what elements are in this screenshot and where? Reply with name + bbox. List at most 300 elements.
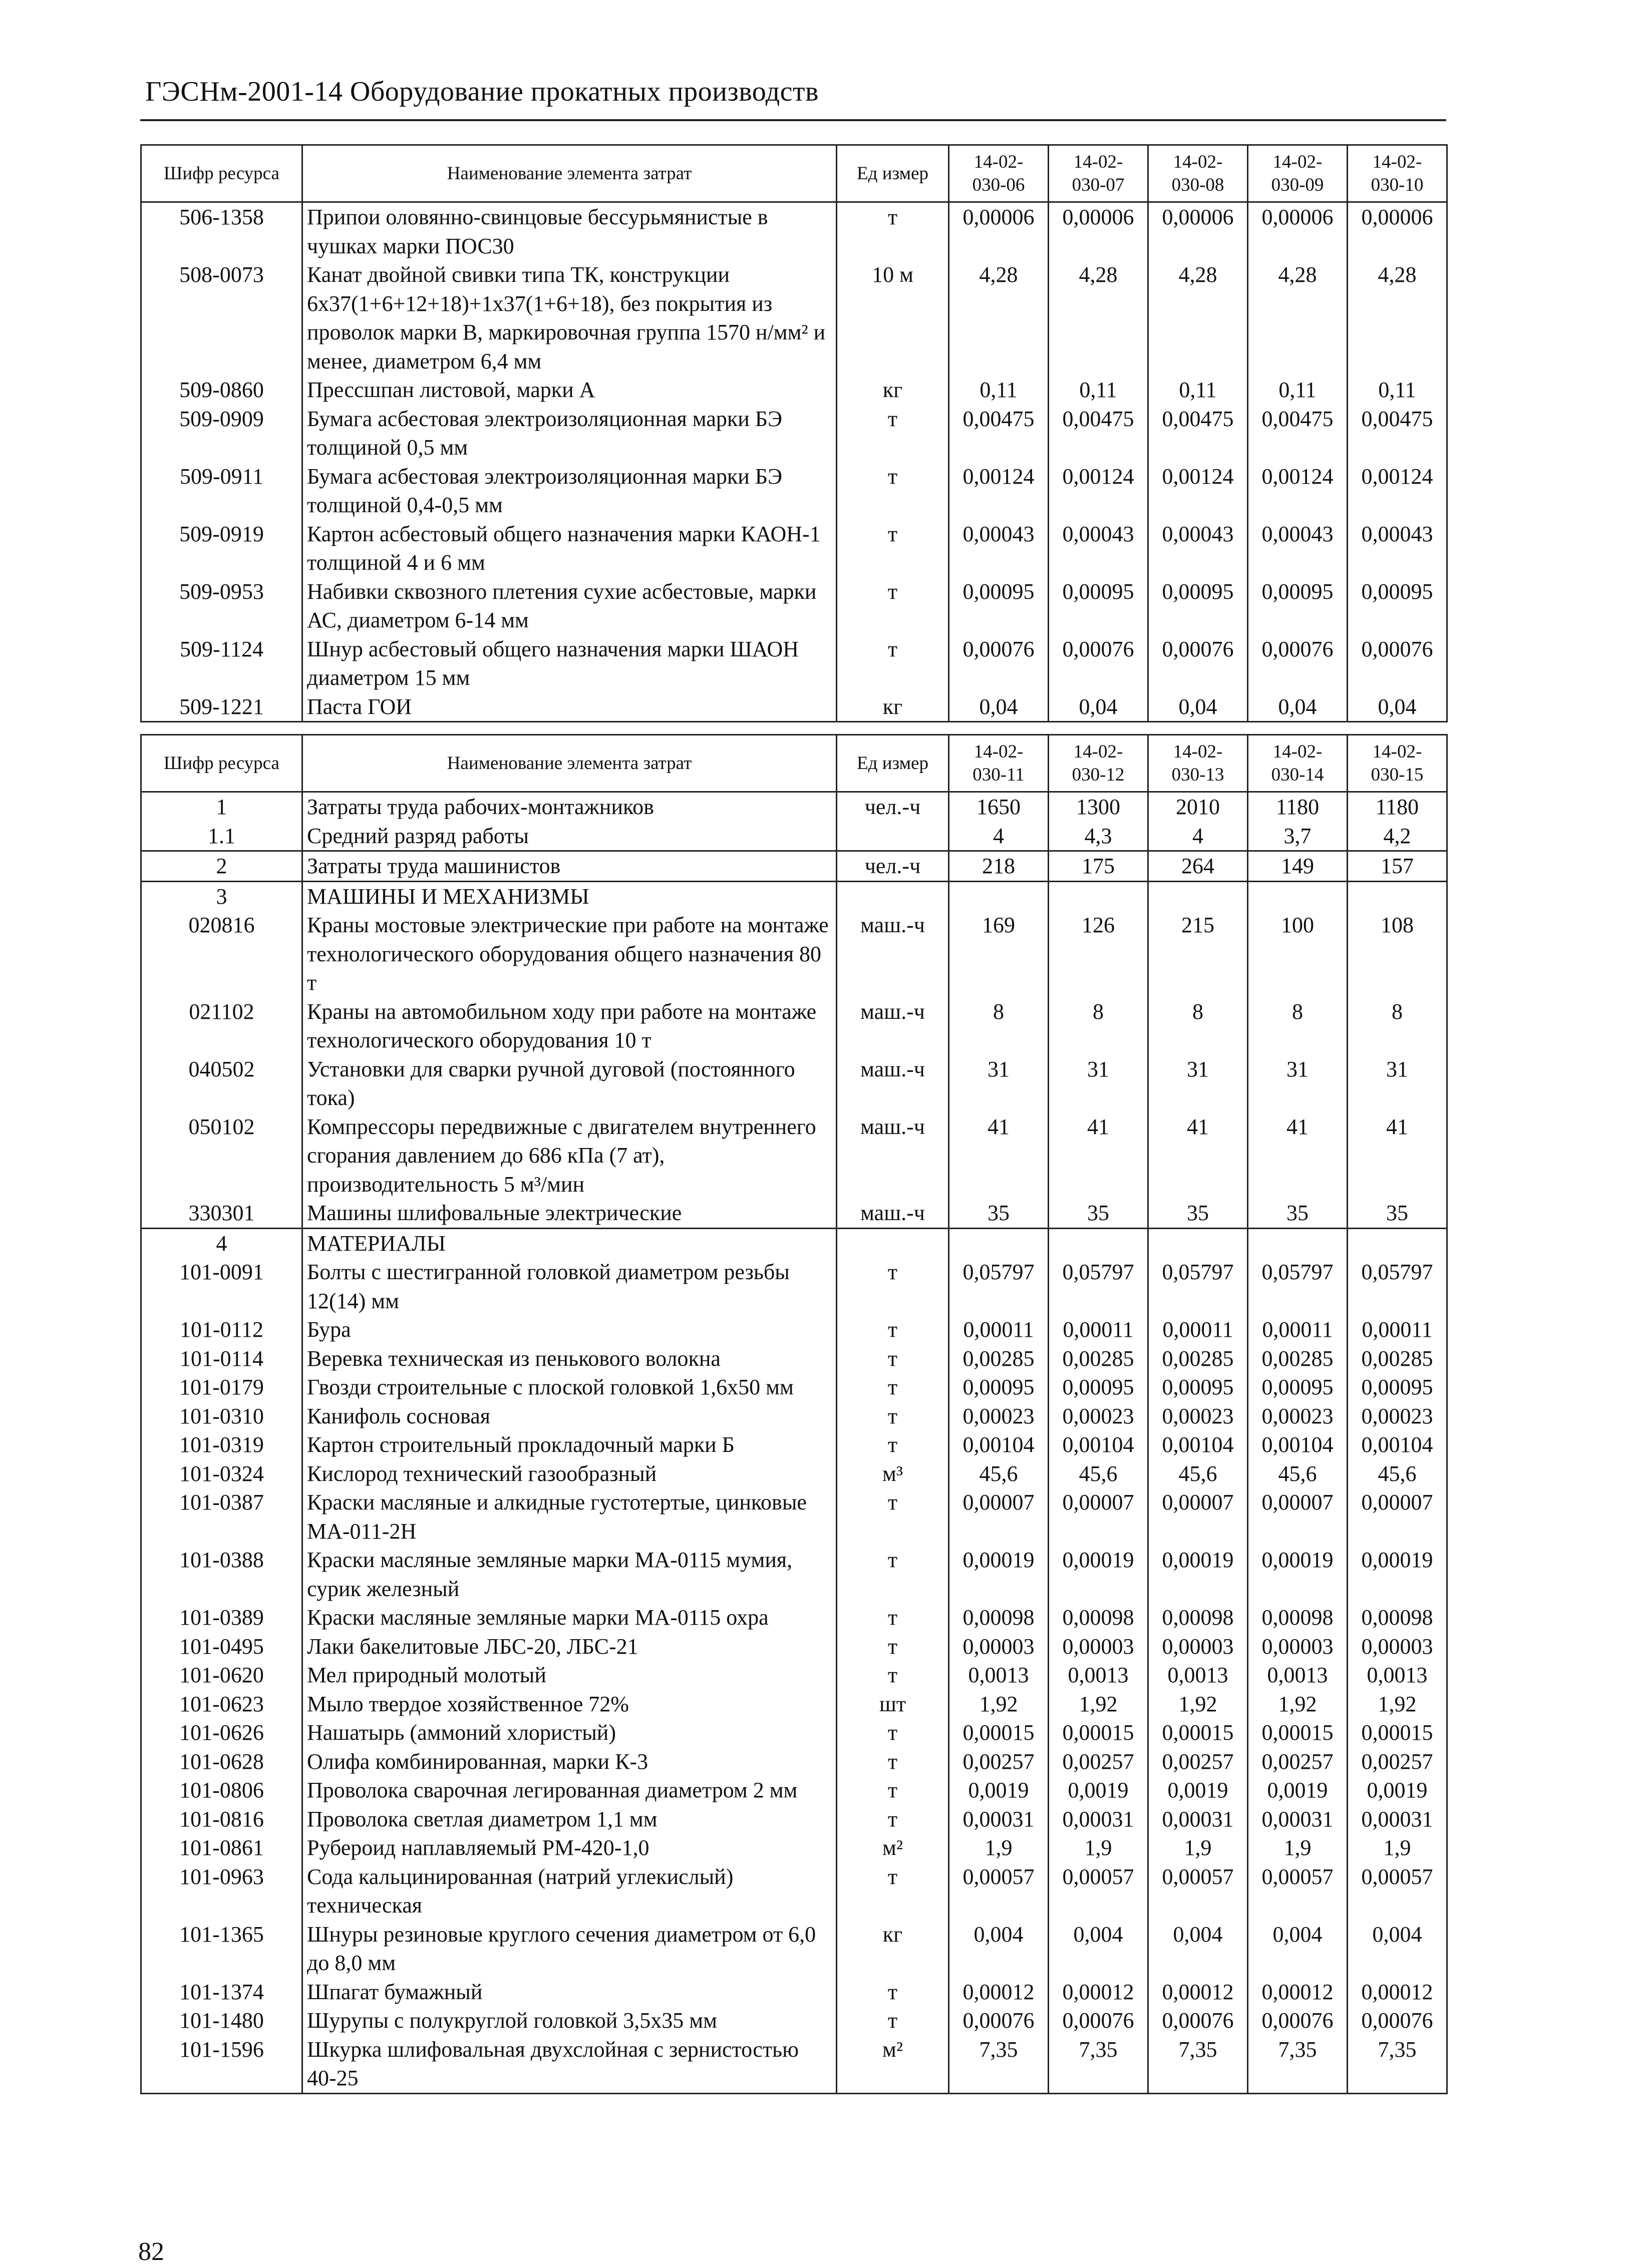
resource-code: 509-0919 xyxy=(141,520,302,577)
table-row xyxy=(141,1055,1447,1112)
resource-code: 101-1480 xyxy=(141,2006,302,2035)
norm-value: 0,00011 xyxy=(1348,1315,1447,1344)
norm-value: 0,00003 xyxy=(1348,1632,1447,1661)
norm-value: 0,00003 xyxy=(1248,1632,1348,1661)
table-row xyxy=(141,1747,1447,1776)
norm-value: 0,00098 xyxy=(1148,1603,1248,1632)
col-header-code: Шифр ресурса xyxy=(141,735,302,792)
norm-value: 264 xyxy=(1148,851,1248,882)
resource-name: Гвозди строительные с плоской головкой 1,6х50 мм xyxy=(302,1373,837,1402)
norm-value: 0,00043 xyxy=(1248,520,1348,577)
col-header-norm: 14-02- 030-10 xyxy=(1348,145,1447,202)
norm-value: 0,00007 xyxy=(1148,1488,1248,1546)
norm-value: 0,00076 xyxy=(1348,2006,1447,2035)
norm-value: 0,05797 xyxy=(1248,1258,1348,1315)
resource-name: Набивки сквозного плетения сухие асбестовые, марки АС, диаметром 6-14 мм xyxy=(302,577,837,635)
norm-value: 0,00095 xyxy=(1049,1373,1148,1402)
norm-value: 0,00019 xyxy=(1148,1546,1248,1603)
norm-value: 0,00057 xyxy=(1049,1862,1148,1920)
norm-value: 0,04 xyxy=(1148,692,1248,722)
norm-value: 4 xyxy=(949,822,1049,851)
norm-value: 0,00043 xyxy=(1049,520,1148,577)
resource-code: 101-0495 xyxy=(141,1632,302,1661)
norm-value: 0,00076 xyxy=(949,2006,1049,2035)
norm-value: 0,00285 xyxy=(1148,1344,1248,1373)
unit-cell xyxy=(837,822,949,851)
unit-cell: чел.-ч xyxy=(837,851,949,882)
unit-cell: маш.-ч xyxy=(837,1199,949,1228)
resource-name: Краны мостовые электрические при работе на монтаже технологического оборудования общего назначения 80 т xyxy=(302,911,837,997)
resource-name: Прессшпан листовой, марки А xyxy=(302,375,837,405)
resource-code: 101-0388 xyxy=(141,1546,302,1603)
page-header: ГЭСНм-2001-14 Оборудование прокатных производств xyxy=(145,76,819,107)
unit-cell: т xyxy=(837,1315,949,1344)
col-header-norm: 14-02- 030-15 xyxy=(1348,735,1447,792)
table-row xyxy=(141,1805,1447,1834)
table-row xyxy=(141,792,1447,822)
table-row xyxy=(141,462,1447,520)
norm-value: 7,35 xyxy=(949,2035,1049,2094)
unit-cell: 10 м xyxy=(837,260,949,375)
resource-name: Затраты труда машинистов xyxy=(302,851,837,882)
resource-code: 101-0114 xyxy=(141,1344,302,1373)
resource-table-1 xyxy=(140,144,1448,722)
resource-code: 050102 xyxy=(141,1112,302,1199)
resource-name: Компрессоры передвижные с двигателем внутреннего сгорания давлением до 686 кПа (7 ат), производительность 5 м³/мин xyxy=(302,1112,837,1199)
resource-name: Паста ГОИ xyxy=(302,692,837,722)
unit-cell: т xyxy=(837,1862,949,1920)
norm-value: 4,2 xyxy=(1348,822,1447,851)
norm-value: 0,00012 xyxy=(1348,1978,1447,2007)
resource-name: Мел природный молотый xyxy=(302,1661,837,1690)
norm-value: 108 xyxy=(1348,911,1447,997)
unit-cell: м² xyxy=(837,1833,949,1862)
resource-code: 101-0620 xyxy=(141,1661,302,1690)
norm-value: 45,6 xyxy=(1049,1459,1148,1488)
norm-value: 41 xyxy=(949,1112,1049,1199)
norm-value: 45,6 xyxy=(1348,1459,1447,1488)
unit-cell: маш.-ч xyxy=(837,1055,949,1112)
unit-cell: т xyxy=(837,577,949,635)
norm-value: 1,92 xyxy=(1148,1690,1248,1719)
resource-name: Веревка техническая из пенькового волокна xyxy=(302,1344,837,1373)
resource-name: Проволока светлая диаметром 1,1 мм xyxy=(302,1805,837,1834)
resource-name: Шнуры резиновые круглого сечения диаметром от 6,0 до 8,0 мм xyxy=(302,1920,837,1978)
norm-value: 0,0019 xyxy=(1348,1776,1447,1805)
norm-value xyxy=(1248,881,1348,911)
norm-value: 1,9 xyxy=(1248,1833,1348,1862)
resource-code: 040502 xyxy=(141,1055,302,1112)
norm-value: 0,00006 xyxy=(949,202,1049,261)
unit-cell: т xyxy=(837,1603,949,1632)
norm-value xyxy=(1248,1228,1348,1258)
resource-name: Шнур асбестовый общего назначения марки ШАОН диаметром 15 мм xyxy=(302,635,837,692)
norm-value: 3,7 xyxy=(1248,822,1348,851)
table-row xyxy=(141,202,1447,261)
norm-value: 0,00012 xyxy=(949,1978,1049,2007)
table-row xyxy=(141,1862,1447,1920)
norm-value: 31 xyxy=(1148,1055,1248,1112)
norm-value: 0,00007 xyxy=(1348,1488,1447,1546)
resource-name: МАШИНЫ И МЕХАНИЗМЫ xyxy=(302,881,837,911)
norm-value: 0,00006 xyxy=(1148,202,1248,261)
norm-value: 0,00019 xyxy=(949,1546,1049,1603)
unit-cell: т xyxy=(837,1747,949,1776)
unit-cell: т xyxy=(837,1258,949,1315)
table-row xyxy=(141,692,1447,722)
resource-name: Шкурка шлифовальная двухслойная с зернистостью 40-25 xyxy=(302,2035,837,2094)
norm-value xyxy=(949,881,1049,911)
norm-value: 7,35 xyxy=(1049,2035,1148,2094)
table-row xyxy=(141,822,1447,851)
norm-value: 0,11 xyxy=(1049,375,1148,405)
norm-value: 0,00023 xyxy=(1049,1402,1148,1431)
resource-code: 509-0909 xyxy=(141,405,302,462)
norm-value: 4,28 xyxy=(1248,260,1348,375)
table-row xyxy=(141,520,1447,577)
norm-value: 0,00015 xyxy=(1348,1718,1447,1747)
norm-value: 4,28 xyxy=(1049,260,1148,375)
table-row xyxy=(141,851,1447,882)
unit-cell: т xyxy=(837,1402,949,1431)
norm-value: 0,04 xyxy=(1049,692,1148,722)
resource-code: 101-1365 xyxy=(141,1920,302,1978)
resource-code: 101-0816 xyxy=(141,1805,302,1834)
resource-code: 021102 xyxy=(141,997,302,1055)
norm-value: 1300 xyxy=(1049,792,1148,822)
resource-table-2 xyxy=(140,734,1448,2094)
table-row xyxy=(141,1315,1447,1344)
resource-name: Краны на автомобильном ходу при работе на монтаже технологического оборудования 10 т xyxy=(302,997,837,1055)
resource-code: 020816 xyxy=(141,911,302,997)
norm-value: 0,00023 xyxy=(1248,1402,1348,1431)
norm-value: 0,00095 xyxy=(1348,577,1447,635)
table-row xyxy=(141,1833,1447,1862)
col-header-unit: Ед измер xyxy=(837,145,949,202)
unit-cell: т xyxy=(837,1805,949,1834)
resource-name: Нашатырь (аммоний хлористый) xyxy=(302,1718,837,1747)
resource-code: 2 xyxy=(141,851,302,882)
norm-value: 0,00006 xyxy=(1049,202,1148,261)
norm-value xyxy=(1148,1228,1248,1258)
resource-code: 509-0860 xyxy=(141,375,302,405)
resource-code: 101-0319 xyxy=(141,1430,302,1459)
resource-code: 509-0911 xyxy=(141,462,302,520)
norm-value: 0,00003 xyxy=(1049,1632,1148,1661)
norm-value: 2010 xyxy=(1148,792,1248,822)
resource-code: 101-0963 xyxy=(141,1862,302,1920)
table-row xyxy=(141,1776,1447,1805)
norm-value: 0,04 xyxy=(949,692,1049,722)
table-row xyxy=(141,1344,1447,1373)
unit-cell xyxy=(837,881,949,911)
norm-value: 0,00031 xyxy=(1248,1805,1348,1834)
norm-value: 0,00031 xyxy=(1348,1805,1447,1834)
table-row xyxy=(141,1430,1447,1459)
unit-cell: кг xyxy=(837,375,949,405)
norm-value: 0,00023 xyxy=(949,1402,1049,1431)
norm-value: 8 xyxy=(1049,997,1148,1055)
unit-cell: т xyxy=(837,635,949,692)
norm-value: 8 xyxy=(1248,997,1348,1055)
norm-value: 4,28 xyxy=(949,260,1049,375)
unit-cell: т xyxy=(837,1661,949,1690)
norm-value: 0,00043 xyxy=(949,520,1049,577)
norm-value: 35 xyxy=(1348,1199,1447,1228)
table-row xyxy=(141,2006,1447,2035)
norm-value: 8 xyxy=(1148,997,1248,1055)
norm-value xyxy=(949,1228,1049,1258)
norm-value: 0,00095 xyxy=(949,1373,1049,1402)
norm-value: 0,00007 xyxy=(949,1488,1049,1546)
table-row xyxy=(141,1546,1447,1603)
resource-name: Картон строительный прокладочный марки Б xyxy=(302,1430,837,1459)
norm-value: 0,04 xyxy=(1348,692,1447,722)
col-header-name: Наименование элемента затрат xyxy=(302,735,837,792)
resource-code: 506-1358 xyxy=(141,202,302,261)
resource-code: 101-0389 xyxy=(141,1603,302,1632)
unit-cell: т xyxy=(837,1546,949,1603)
unit-cell: т xyxy=(837,1718,949,1747)
resource-code: 509-1221 xyxy=(141,692,302,722)
norm-value: 0,00012 xyxy=(1248,1978,1348,2007)
table-row xyxy=(141,1402,1447,1431)
resource-name: Шурупы с полукруглой головкой 3,5х35 мм xyxy=(302,2006,837,2035)
norm-value: 1,9 xyxy=(1049,1833,1148,1862)
norm-value: 0,00011 xyxy=(1248,1315,1348,1344)
norm-value: 0,004 xyxy=(949,1920,1049,1978)
table-row xyxy=(141,911,1447,997)
norm-value: 0,00003 xyxy=(949,1632,1049,1661)
col-header-norm: 14-02- 030-11 xyxy=(949,735,1049,792)
norm-value: 0,0019 xyxy=(949,1776,1049,1805)
norm-value: 0,00285 xyxy=(1049,1344,1148,1373)
norm-value: 1,9 xyxy=(1148,1833,1248,1862)
unit-cell: кг xyxy=(837,1920,949,1978)
table-row xyxy=(141,1112,1447,1199)
norm-value: 1650 xyxy=(949,792,1049,822)
resource-name: Сода кальцинированная (натрий углекислый) техническая xyxy=(302,1862,837,1920)
unit-cell: маш.-ч xyxy=(837,911,949,997)
norm-value: 0,00076 xyxy=(1049,2006,1148,2035)
norm-value: 31 xyxy=(1248,1055,1348,1112)
norm-value xyxy=(1049,1228,1148,1258)
table-row xyxy=(141,1690,1447,1719)
col-header-norm: 14-02- 030-09 xyxy=(1248,145,1348,202)
unit-cell: т xyxy=(837,202,949,261)
norm-value: 0,004 xyxy=(1148,1920,1248,1978)
norm-value: 0,00104 xyxy=(949,1430,1049,1459)
norm-value: 0,00076 xyxy=(1248,635,1348,692)
table-row xyxy=(141,1632,1447,1661)
norm-value: 0,00104 xyxy=(1148,1430,1248,1459)
col-header-norm: 14-02- 030-08 xyxy=(1148,145,1248,202)
norm-value: 0,00095 xyxy=(1148,1373,1248,1402)
resource-name: Канифоль сосновая xyxy=(302,1402,837,1431)
header-rule xyxy=(140,119,1446,121)
norm-value: 0,004 xyxy=(1348,1920,1447,1978)
norm-value: 35 xyxy=(949,1199,1049,1228)
norm-value: 0,11 xyxy=(1248,375,1348,405)
norm-value: 0,00006 xyxy=(1248,202,1348,261)
norm-value: 0,0019 xyxy=(1148,1776,1248,1805)
norm-value: 126 xyxy=(1049,911,1148,997)
norm-value: 0,00257 xyxy=(1049,1747,1148,1776)
norm-value: 0,0019 xyxy=(1049,1776,1148,1805)
norm-value: 1,92 xyxy=(949,1690,1049,1719)
norm-value: 0,00095 xyxy=(1348,1373,1447,1402)
norm-value: 0,00076 xyxy=(1148,2006,1248,2035)
norm-value: 0,00057 xyxy=(1248,1862,1348,1920)
norm-value: 0,00011 xyxy=(1049,1315,1148,1344)
norm-value: 0,00475 xyxy=(949,405,1049,462)
col-header-name: Наименование элемента затрат xyxy=(302,145,837,202)
norm-value: 35 xyxy=(1248,1199,1348,1228)
norm-value: 0,00095 xyxy=(1248,1373,1348,1402)
norm-value: 1,92 xyxy=(1348,1690,1447,1719)
norm-value: 1,92 xyxy=(1248,1690,1348,1719)
resource-code: 101-0626 xyxy=(141,1718,302,1747)
resource-name: Бумага асбестовая электроизоляционная марки БЭ толщиной 0,5 мм xyxy=(302,405,837,462)
table-row xyxy=(141,2035,1447,2094)
unit-cell: м² xyxy=(837,2035,949,2094)
norm-value: 0,00011 xyxy=(1148,1315,1248,1344)
norm-value: 0,00095 xyxy=(1049,577,1148,635)
norm-value: 100 xyxy=(1248,911,1348,997)
resource-name: Канат двойной свивки типа ТК, конструкции 6х37(1+6+12+18)+1х37(1+6+18), без покрытия из проволок марки В, маркировочная группа 1570 н/мм² и менее, диаметром 6,4 мм xyxy=(302,260,837,375)
norm-value: 1,92 xyxy=(1049,1690,1148,1719)
norm-value: 0,00007 xyxy=(1049,1488,1148,1546)
unit-cell: т xyxy=(837,520,949,577)
resource-code: 101-0387 xyxy=(141,1488,302,1546)
norm-value: 0,00012 xyxy=(1148,1978,1248,2007)
table-row xyxy=(141,1228,1447,1258)
table-header-row xyxy=(141,145,1447,202)
col-header-norm: 14-02- 030-12 xyxy=(1049,735,1148,792)
resource-name: Краски масляные и алкидные густотертые, цинковые МА-011-2Н xyxy=(302,1488,837,1546)
table-row xyxy=(141,260,1447,375)
resource-code: 101-0310 xyxy=(141,1402,302,1431)
norm-value: 31 xyxy=(949,1055,1049,1112)
norm-value: 45,6 xyxy=(949,1459,1049,1488)
norm-value: 0,00019 xyxy=(1348,1546,1447,1603)
norm-value: 175 xyxy=(1049,851,1148,882)
table-row xyxy=(141,635,1447,692)
resource-name: Рубероид наплавляемый РМ-420-1,0 xyxy=(302,1833,837,1862)
col-header-code: Шифр ресурса xyxy=(141,145,302,202)
norm-value: 0,00019 xyxy=(1248,1546,1348,1603)
table-row xyxy=(141,1978,1447,2007)
norm-value: 0,00031 xyxy=(949,1805,1049,1834)
norm-value: 0,0013 xyxy=(1148,1661,1248,1690)
resource-name: Краски масляные земляные марки МА-0115 охра xyxy=(302,1603,837,1632)
resource-code: 101-0112 xyxy=(141,1315,302,1344)
resource-name: Установки для сварки ручной дуговой (постоянного тока) xyxy=(302,1055,837,1112)
norm-value: 0,00104 xyxy=(1049,1430,1148,1459)
norm-value: 0,00023 xyxy=(1348,1402,1447,1431)
norm-value: 0,05797 xyxy=(1049,1258,1148,1315)
resource-code: 101-0628 xyxy=(141,1747,302,1776)
norm-value: 0,00475 xyxy=(1348,405,1447,462)
table-row xyxy=(141,997,1447,1055)
resource-code: 101-0806 xyxy=(141,1776,302,1805)
norm-value: 0,00023 xyxy=(1148,1402,1248,1431)
norm-value: 41 xyxy=(1049,1112,1148,1199)
table-row xyxy=(141,1718,1447,1747)
norm-value: 0,00057 xyxy=(1148,1862,1248,1920)
norm-value: 0,00124 xyxy=(1148,462,1248,520)
norm-value: 0,00285 xyxy=(949,1344,1049,1373)
norm-value: 7,35 xyxy=(1248,2035,1348,2094)
norm-value: 1180 xyxy=(1248,792,1348,822)
table-row xyxy=(141,1920,1447,1978)
unit-cell: т xyxy=(837,1978,949,2007)
resource-code: 101-1374 xyxy=(141,1978,302,2007)
norm-value: 169 xyxy=(949,911,1049,997)
norm-value: 0,05797 xyxy=(949,1258,1049,1315)
resource-code: 330301 xyxy=(141,1199,302,1228)
norm-value: 0,00285 xyxy=(1248,1344,1348,1373)
norm-value: 1,9 xyxy=(1348,1833,1447,1862)
unit-cell: т xyxy=(837,1344,949,1373)
table-row xyxy=(141,881,1447,911)
norm-value: 0,004 xyxy=(1049,1920,1148,1978)
norm-value xyxy=(1348,881,1447,911)
norm-value: 1,9 xyxy=(949,1833,1049,1862)
norm-value: 0,00057 xyxy=(949,1862,1049,1920)
norm-value: 4 xyxy=(1148,822,1248,851)
col-header-norm: 14-02- 030-06 xyxy=(949,145,1049,202)
norm-value: 35 xyxy=(1148,1199,1248,1228)
norm-value: 0,00098 xyxy=(1348,1603,1447,1632)
norm-value: 31 xyxy=(1049,1055,1148,1112)
table-row xyxy=(141,577,1447,635)
norm-value: 0,00257 xyxy=(1348,1747,1447,1776)
col-header-norm: 14-02- 030-13 xyxy=(1148,735,1248,792)
page-number: 82 xyxy=(138,2237,164,2266)
norm-value: 45,6 xyxy=(1148,1459,1248,1488)
norm-value: 0,00031 xyxy=(1049,1805,1148,1834)
resource-code: 101-1596 xyxy=(141,2035,302,2094)
norm-value: 0,00003 xyxy=(1148,1632,1248,1661)
resource-code: 101-0324 xyxy=(141,1459,302,1488)
norm-value: 0,00124 xyxy=(1348,462,1447,520)
norm-value: 4,28 xyxy=(1348,260,1447,375)
norm-value: 0,0013 xyxy=(1248,1661,1348,1690)
norm-value: 8 xyxy=(949,997,1049,1055)
norm-value: 45,6 xyxy=(1248,1459,1348,1488)
col-header-unit: Ед измер xyxy=(837,735,949,792)
table-header-row xyxy=(141,735,1447,792)
resource-code: 508-0073 xyxy=(141,260,302,375)
table-row xyxy=(141,1459,1447,1488)
norm-value: 8 xyxy=(1348,997,1447,1055)
norm-value: 7,35 xyxy=(1148,2035,1248,2094)
resource-name: Затраты труда рабочих-монтажников xyxy=(302,792,837,822)
norm-value: 0,00015 xyxy=(1248,1718,1348,1747)
norm-value: 4,28 xyxy=(1148,260,1248,375)
norm-value: 0,00124 xyxy=(949,462,1049,520)
unit-cell: т xyxy=(837,2006,949,2035)
norm-value xyxy=(1148,881,1248,911)
norm-value: 0,04 xyxy=(1248,692,1348,722)
norm-value: 0,00012 xyxy=(1049,1978,1148,2007)
resource-code: 101-0091 xyxy=(141,1258,302,1315)
table-row xyxy=(141,375,1447,405)
resource-code: 101-0623 xyxy=(141,1690,302,1719)
resource-name: Лаки бакелитовые ЛБС-20, ЛБС-21 xyxy=(302,1632,837,1661)
resource-name: Мыло твердое хозяйственное 72% xyxy=(302,1690,837,1719)
